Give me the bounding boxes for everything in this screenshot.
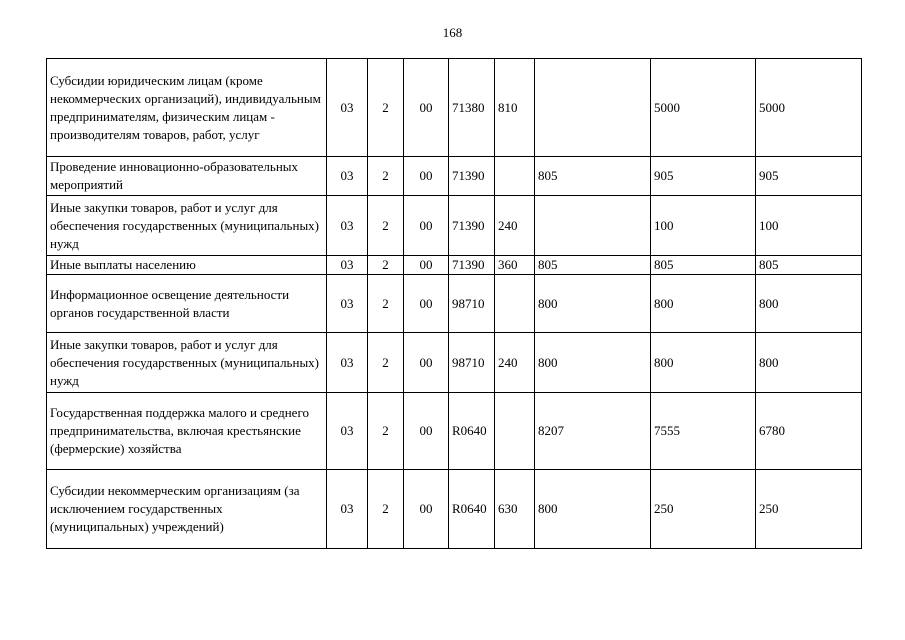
row-name: Субсидии юридическим лицам (кроме некоммерческих организаций), индивидуальным предпринимателям, физическим лицам - производителям товаров, работ, услуг [47,59,327,157]
row-amount-2: 805 [651,256,756,275]
row-section: 03 [327,157,368,196]
table-row [47,275,862,333]
row-subsection: 2 [368,393,404,470]
row-target-code: 98710 [449,333,495,393]
row-section: 03 [327,59,368,157]
table-row [47,196,862,256]
row-name: Информационное освещение деятельности органов государственной власти [47,275,327,333]
table-row [47,157,862,196]
row-name: Иные закупки товаров, работ и услуг для обеспечения государственных (муниципальных) нужд [47,196,327,256]
row-name: Субсидии некоммерческим организациям (за исключением государственных (муниципальных) учреждений) [47,470,327,549]
row-target-code: 71390 [449,256,495,275]
row-amount-3: 6780 [756,393,862,470]
row-program: 00 [404,59,449,157]
row-name: Иные закупки товаров, работ и услуг для обеспечения государственных (муниципальных) нужд [47,333,327,393]
row-amount-3: 250 [756,470,862,549]
row-target-code: 71390 [449,157,495,196]
row-expense-type: 240 [495,196,535,256]
row-target-code: 71390 [449,196,495,256]
row-name: Иные выплаты населению [47,256,327,275]
row-amount-3: 800 [756,333,862,393]
row-amount-2: 800 [651,275,756,333]
row-target-code: R0640 [449,393,495,470]
row-amount-1: 8207 [535,393,651,470]
row-program: 00 [404,196,449,256]
row-program: 00 [404,333,449,393]
row-section: 03 [327,470,368,549]
table-row [47,59,862,157]
row-program: 00 [404,275,449,333]
row-amount-1: 800 [535,333,651,393]
row-amount-3: 905 [756,157,862,196]
row-expense-type: 630 [495,470,535,549]
row-subsection: 2 [368,196,404,256]
row-subsection: 2 [368,470,404,549]
row-amount-3: 5000 [756,59,862,157]
row-section: 03 [327,196,368,256]
row-amount-3: 100 [756,196,862,256]
row-section: 03 [327,256,368,275]
row-expense-type: 360 [495,256,535,275]
row-target-code: R0640 [449,470,495,549]
table-row [47,393,862,470]
row-amount-2: 5000 [651,59,756,157]
row-expense-type: 240 [495,333,535,393]
row-program: 00 [404,256,449,275]
table-row [47,470,862,549]
table-row [47,333,862,393]
page-number: 168 [442,25,463,40]
row-amount-1: 805 [535,256,651,275]
row-subsection: 2 [368,333,404,393]
row-program: 00 [404,470,449,549]
row-subsection: 2 [368,157,404,196]
row-name: Проведение инновационно-образовательных мероприятий [47,157,327,196]
row-section: 03 [327,333,368,393]
row-amount-2: 250 [651,470,756,549]
row-expense-type: 810 [495,59,535,157]
row-amount-3: 800 [756,275,862,333]
row-amount-3: 805 [756,256,862,275]
row-program: 00 [404,157,449,196]
row-section: 03 [327,393,368,470]
row-name: Государственная поддержка малого и среднего предпринимательства, включая крестьянские (фермерские) хозяйства [47,393,327,470]
row-amount-1: 805 [535,157,651,196]
row-expense-type [495,275,535,333]
row-program: 00 [404,393,449,470]
row-amount-2: 905 [651,157,756,196]
row-amount-1 [535,59,651,157]
row-subsection: 2 [368,275,404,333]
row-amount-1: 800 [535,275,651,333]
row-expense-type [495,157,535,196]
row-amount-2: 100 [651,196,756,256]
row-subsection: 2 [368,256,404,275]
row-subsection: 2 [368,59,404,157]
row-amount-1: 800 [535,470,651,549]
budget-table [46,58,862,549]
row-amount-2: 800 [651,333,756,393]
row-expense-type [495,393,535,470]
row-amount-1 [535,196,651,256]
row-target-code: 71380 [449,59,495,157]
row-amount-2: 7555 [651,393,756,470]
row-section: 03 [327,275,368,333]
table-row [47,256,862,275]
row-target-code: 98710 [449,275,495,333]
